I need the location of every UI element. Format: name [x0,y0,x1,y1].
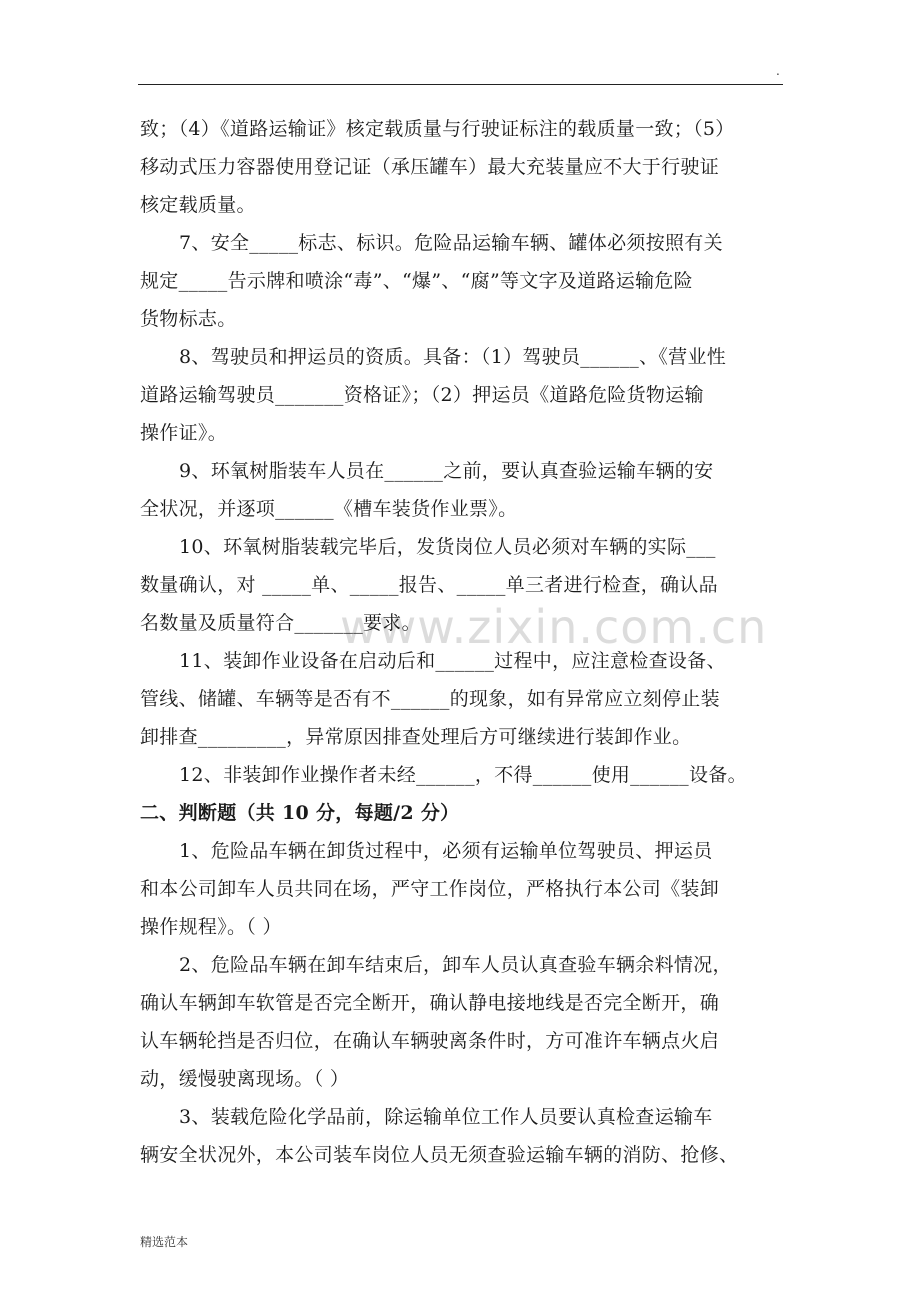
question-8: 8、驾驶员和押运员的资质。具备：（1）驾驶员______、《营业性 [179,346,727,368]
question-11: 11、装卸作业设备在启动后和______过程中，应注意检查设备、 [179,650,726,672]
text-line: 道路运输驾驶员_______资格证》；（2）押运员《道路危险货物运输 [140,384,704,406]
question-12: 12、非装卸作业操作者未经______，不得______使用______设备。 [179,764,747,786]
watermark: www.zixin.com.cn [340,600,768,654]
header-rule [138,84,783,85]
text-line: 管线、储罐、车辆等是否有不______的现象，如有异常应立刻停止装 [140,688,720,710]
footer-label: 精选范本 [140,1235,189,1249]
text-line: 致；（4）《道路运输证》核定载质量与行驶证标注的载质量一致；（5） [140,118,735,140]
text-line: 移动式压力容器使用登记证（承压罐车）最大充装量应不大于行驶证 [140,156,720,178]
text-line: 和本公司卸车人员共同在场，严守工作岗位，严格执行本公司《装卸 [140,878,720,900]
question-7: 7、安全_____标志、标识。危险品运输车辆、罐体必须按照有关 [179,232,723,254]
text-line: 认车辆轮挡是否归位，在确认车辆驶离条件时，方可准许车辆点火启 [140,1030,720,1052]
text-line: 动，缓慢驶离现场。（ ） [140,1068,350,1090]
judgment-1: 1、危险品车辆在卸货过程中，必须有运输单位驾驶员、押运员 [179,840,713,862]
text-line: 货物标志。 [140,308,237,330]
text-line: 规定_____告示牌和喷涂“毒”、“爆”、“腐”等文字及道路运输危险 [140,270,693,292]
question-10: 10、环氧树脂装载完毕后，发货岗位人员必须对车辆的实际___ [179,536,716,558]
header-mark: . [776,64,780,78]
text-line: 数量确认，对 _____单、_____报告、_____单三者进行检查，确认品 [140,574,718,596]
text-line: 名数量及质量符合_______要求。 [140,612,421,634]
text-line: 全状况，并逐项______《槽车装货作业票》。 [140,498,518,520]
judgment-3: 3、装载危险化学品前，除运输单位工作人员要认真检查运输车 [179,1106,713,1128]
text-line: 操作规程》。（ ） [140,916,282,938]
text-line: 核定载质量。 [140,194,256,216]
text-line: 确认车辆卸车软管是否完全断开，确认静电接地线是否完全断开，确 [140,992,720,1014]
section-heading: 二、判断题（共 10 分，每题/2 分） [140,802,460,824]
document-body [140,110,800,1174]
question-9: 9、环氧树脂装车人员在______之前，要认真查验运输车辆的安 [179,460,714,482]
text-line: 辆安全状况外，本公司装车岗位人员无须查验运输车辆的消防、抢修、 [140,1144,739,1166]
text-line: 操作证》。 [140,422,228,444]
judgment-2: 2、危险品车辆在卸车结束后，卸车人员认真查验车辆余料情况， [179,954,732,976]
text-line: 卸排查_________，异常原因排查处理后方可继续进行装卸作业。 [140,726,692,748]
